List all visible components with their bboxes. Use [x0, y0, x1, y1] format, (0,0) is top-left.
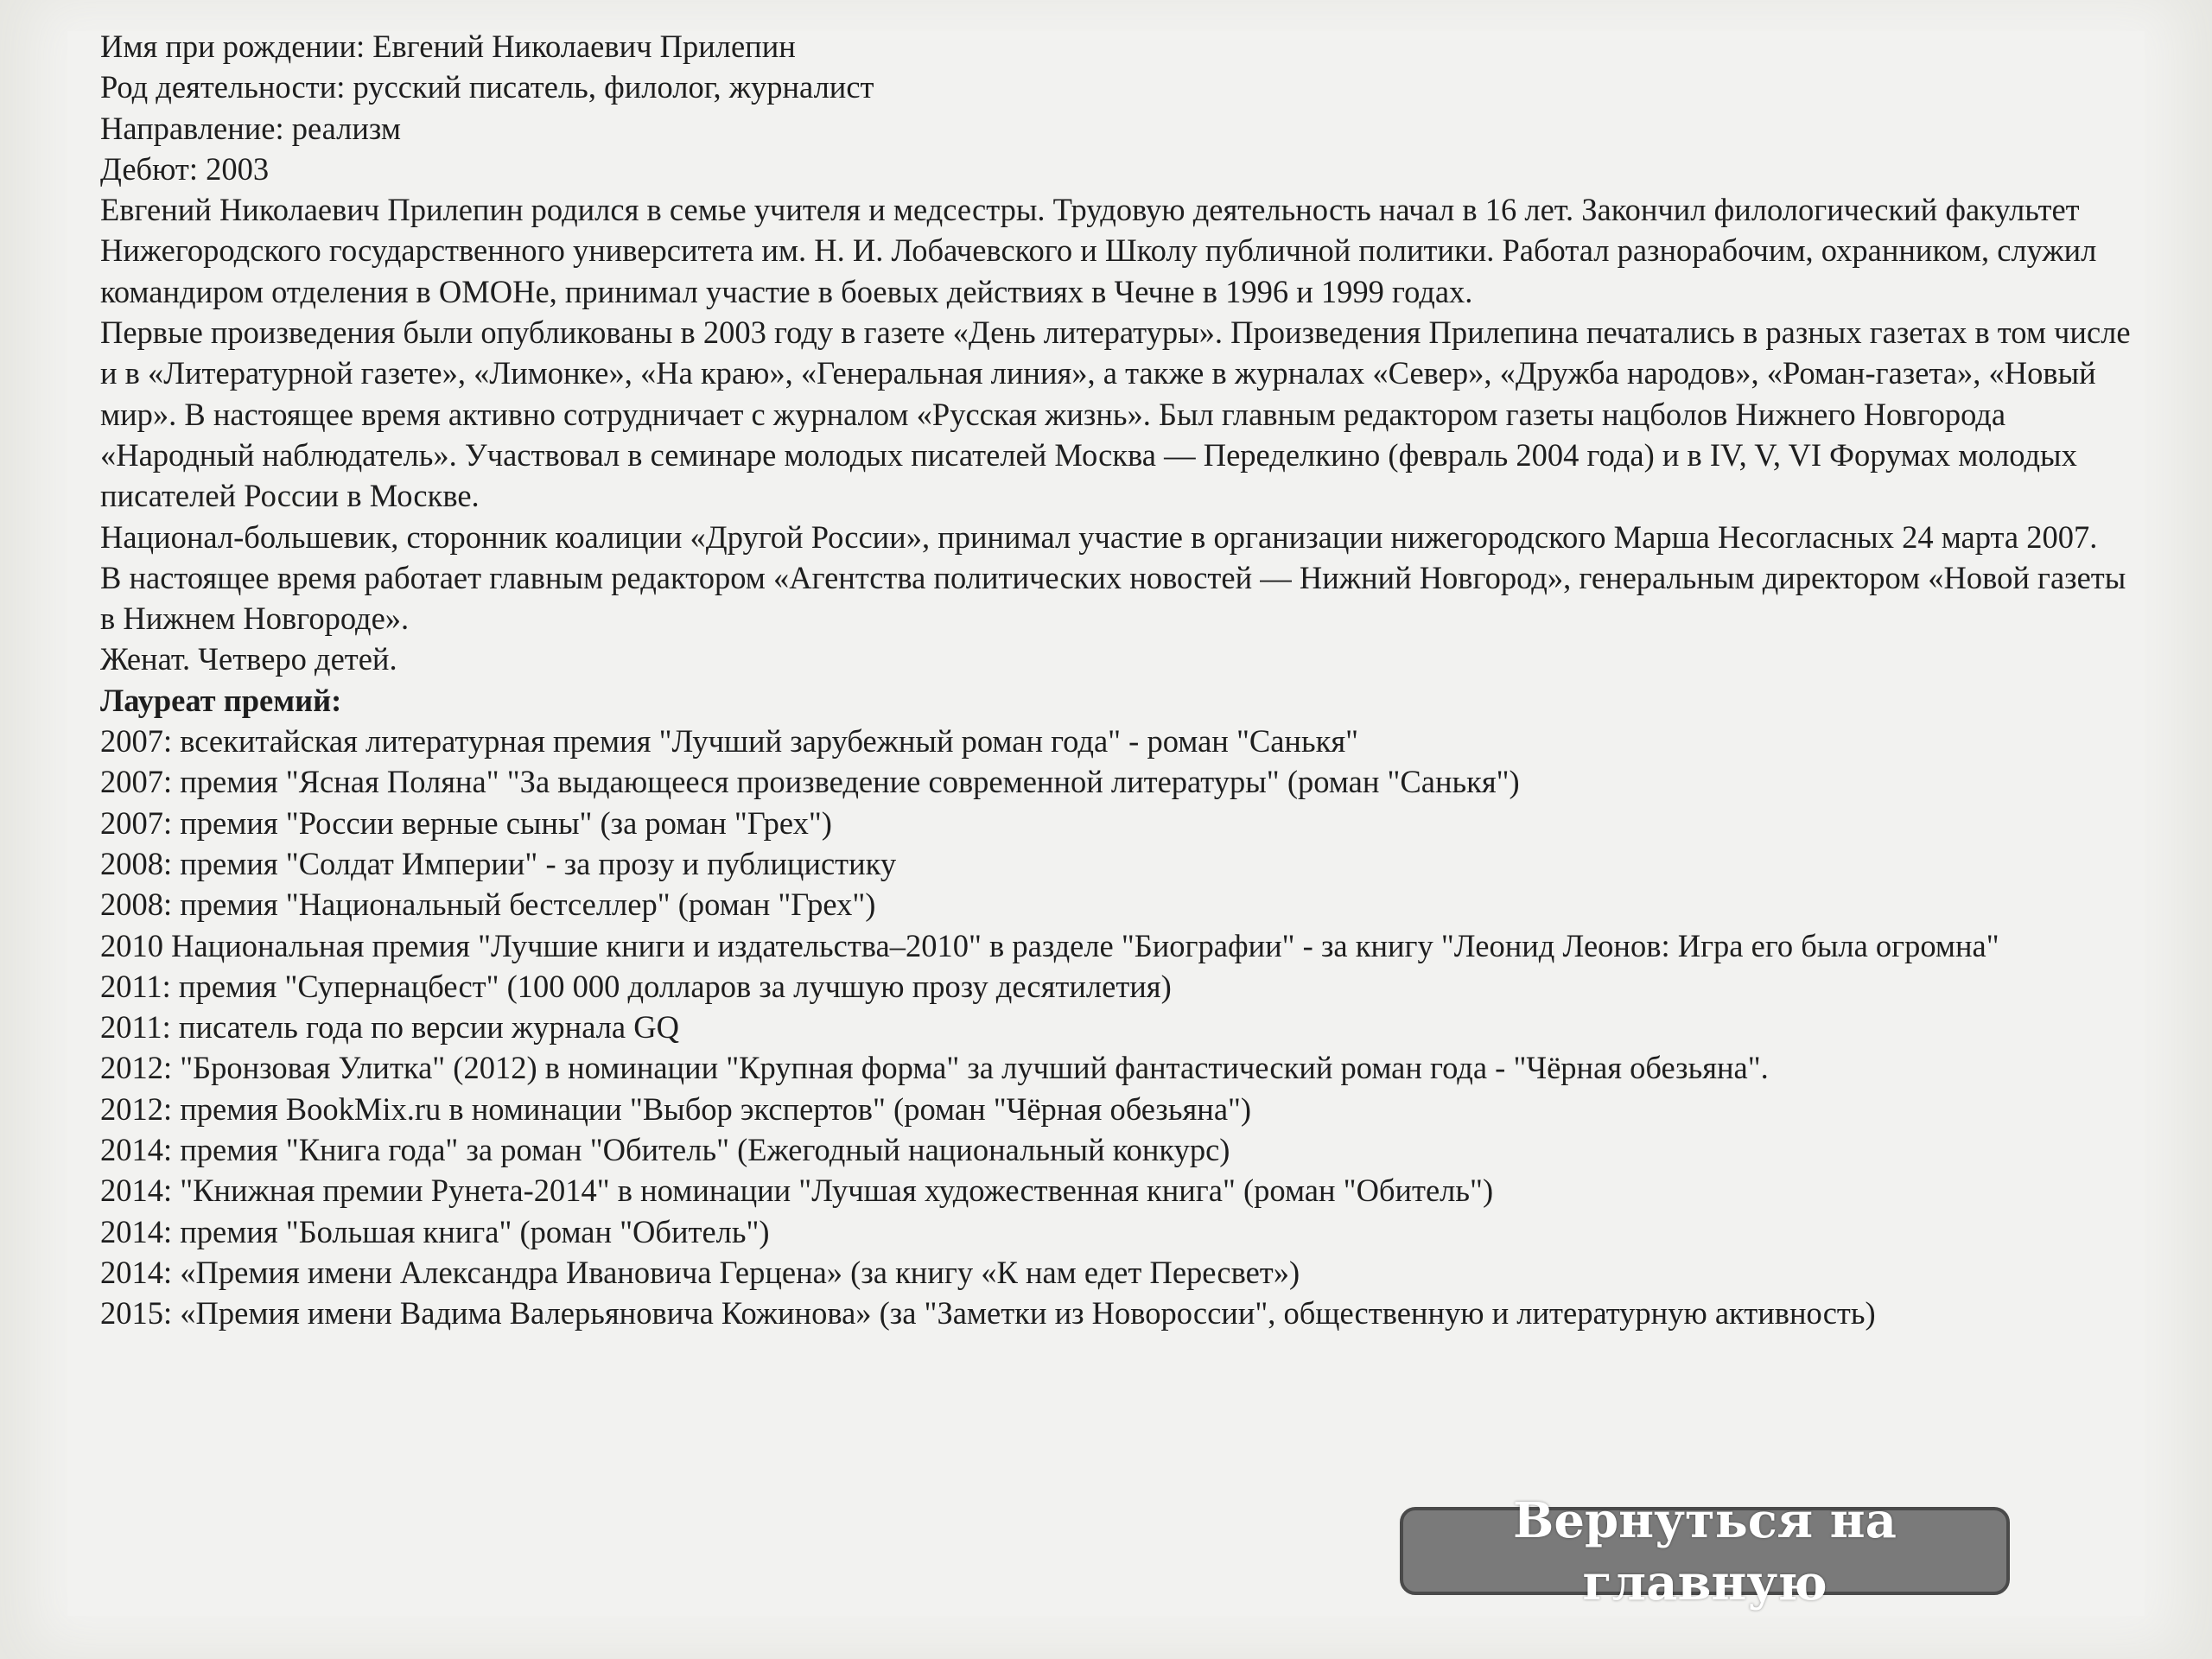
back-to-main-label: Вернуться на главную	[1513, 1492, 1897, 1611]
award-item: 2007: премия "России верные сыны" (за роман "Грех")	[100, 804, 832, 841]
award-item: 2012: "Бронзовая Улитка" (2012) в номинации "Крупная форма" за лучший фантастический роман года - "Чёрная обезьяна".	[100, 1050, 1769, 1086]
award-item: 2010 Национальная премия "Лучшие книги и издательства–2010" в разделе "Биографии" - за книгу "Леонид Леонов: Игра его была огромна"	[100, 927, 1999, 963]
biography-paragraph-5: Женат. Четверо детей.	[100, 641, 397, 677]
awards-heading: Лауреат премий:	[100, 682, 342, 718]
award-item: 2008: премия "Солдат Империи" - за прозу и публицистику	[100, 845, 897, 881]
award-item: 2008: премия "Национальный бестселлер" (роман "Грех")	[100, 887, 876, 923]
award-item: 2014: премия "Книга года" за роман "Обитель" (Ежегодный национальный конкурс)	[100, 1132, 1230, 1168]
biography-paragraph-4: В настоящее время работает главным редактором «Агентства политических новостей — Нижний Новгород», генеральным директором «Новой газеты в Нижнем Новгороде».	[100, 559, 2126, 637]
genre-line: Направление: реализм	[100, 110, 401, 146]
award-item: 2012: премия BookMix.ru в номинации "Выбор экспертов" (роман "Чёрная обезьяна")	[100, 1090, 1252, 1127]
award-item: 2007: премия "Ясная Поляна" "За выдающееся произведение современной литературы" (роман "Санькя")	[100, 764, 1520, 800]
award-item: 2015: «Премия имени Вадима Валерьяновича Кожинова» (за "Заметки из Новороссии", общественную и литературную активность)	[100, 1295, 1876, 1332]
award-item: 2007: всекитайская литературная премия "Лучший зарубежный роман года" - роман "Санькя"	[100, 723, 1359, 760]
biography-paragraph-2: Первые произведения были опубликованы в 2003 году в газете «День литературы». Произведения Прилепина печатались в разных газетах в том числе и в «Литературной газете», «Лимонке», «На краю», «Генеральная линия», а также в журналах «Север», «Дружба народов», «Роман-газета», «Новый мир». В настоящее время активно сотрудничает с журналом «Русская жизнь». Был главным редактором газеты нацболов Нижнего Новгорода «Народный наблюдатель». Участвовал в семинаре молодых писателей Москва — Переделкино (февраль 2004 года) и в IV, V, VI Форумах молодых писателей России в Москве.	[100, 315, 2131, 514]
biography-text	[100, 26, 2148, 1334]
biography-paragraph-3: Национал-большевик, сторонник коалиции «Другой России», принимал участие в организации нижегородского Марша Несогласных 24 марта 2007.	[100, 518, 2098, 555]
award-item: 2011: писатель года по версии журнала GQ	[100, 1009, 679, 1046]
award-item: 2011: премия "Супернацбест" (100 000 долларов за лучшую прозу десятилетия)	[100, 968, 1172, 1004]
debut-line: Дебют: 2003	[100, 150, 270, 187]
biography-paragraph-1: Евгений Николаевич Прилепин родился в семье учителя и медсестры. Трудовую деятельность начал в 16 лет. Закончил филологический факультет Нижегородского государственного университета им. Н. И. Лобачевского и Школу публичной политики. Работал разнорабочим, охранником, служил командиром отделения в ОМОНе, принимал участие в боевых действиях в Чечне в 1996 и 1999 годах.	[100, 192, 2097, 309]
birth-name-line: Имя при рождении: Евгений Николаевич Прилепин	[100, 29, 796, 64]
award-item: 2014: премия "Большая книга" (роман "Обитель")	[100, 1213, 770, 1249]
award-item: 2014: "Книжная премии Рунета-2014" в номинации "Лучшая художественная книга" (роман "Обитель")	[100, 1173, 1494, 1209]
back-to-main-button[interactable]	[1400, 1492, 2010, 1611]
occupation-line: Род деятельности: русский писатель, филолог, журналист	[100, 69, 874, 105]
award-item: 2014: «Премия имени Александра Ивановича Герцена» (за книгу «К нам едет Пересвет»)	[100, 1254, 1300, 1290]
